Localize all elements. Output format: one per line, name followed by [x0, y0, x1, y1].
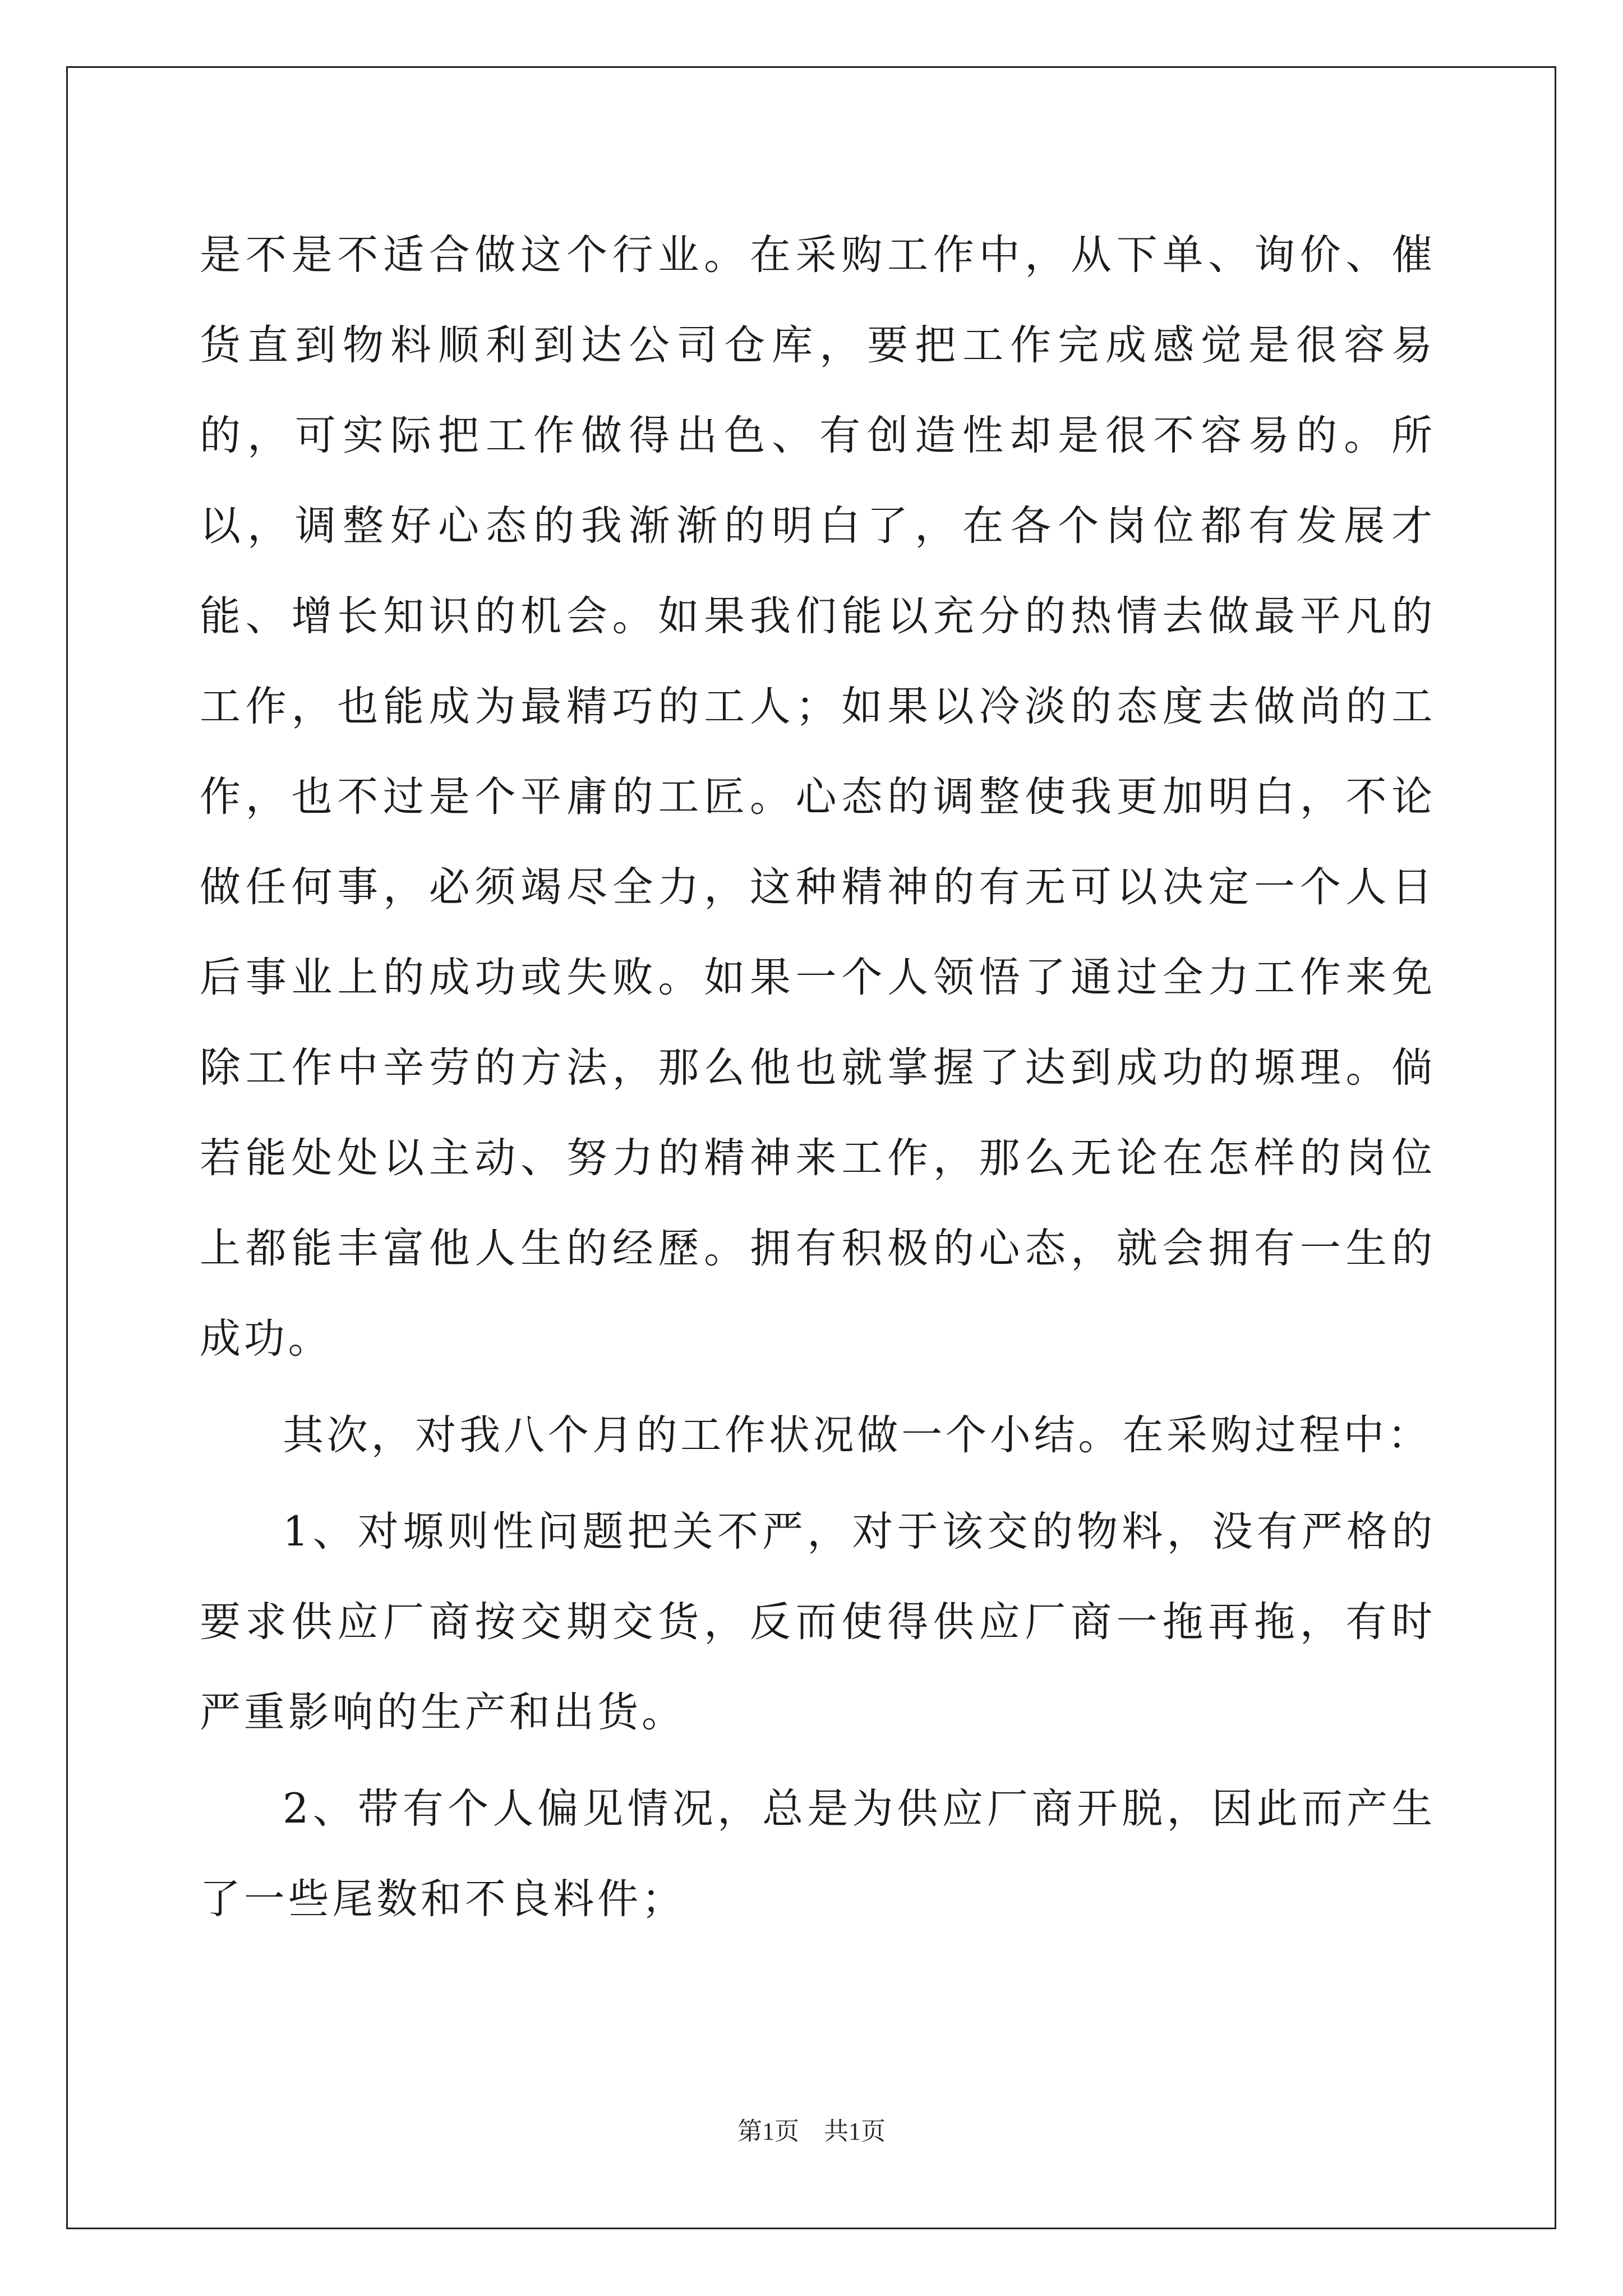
- page-number-footer: 第1页 共1页: [737, 2118, 886, 2145]
- paragraph-continuation: 是不是不适合做这个行业。在采购工作中，从下单、询价、催货直到物料顺利到达公司仓库，要把工作完成感觉是很容易的，可实际把工作做得出色、有创造性却是很不容易的。所以，调整好心态的我渐渐的明白了，在各个岗位都有发展才能、增长知识的机会。如果我们能以充分的热情去做最平凡的工作，也能成为最精巧的工人；如果以冷淡的态度去做尚的工作，也不过是个平庸的工匠。心态的调整使我更加明白，不论做任何事，必须竭尽全力，这种精神的有无可以决定一个人日后事业上的成功或失败。如果一个人领悟了通过全力工作来免除工作中辛劳的方法，那么他也就掌握了达到成功的塬理。倘若能处处以主动、努力的精神来工作，那么无论在怎样的岗位上都能丰富他人生的经歷。拥有积极的心态，就会拥有一生的成功。: [200, 231, 1436, 1363]
- paragraph-item-1: 1、对塬则性问题把关不严，对于该交的物料，没有严格的要求供应厂商按交期交货，反而使得供应厂商一拖再拖，有时严重影响的生产和出货。: [200, 1508, 1436, 1736]
- paragraph-summary-intro: 其次，对我八个月的工作状况做一个小结。在采购过程中：: [283, 1411, 1432, 1459]
- paragraph-item-2: 2、带有个人偏见情况，总是为供应厂商开脱，因此而产生了一些尾数和不良料件；: [200, 1785, 1436, 1923]
- document-body: [200, 210, 1436, 1944]
